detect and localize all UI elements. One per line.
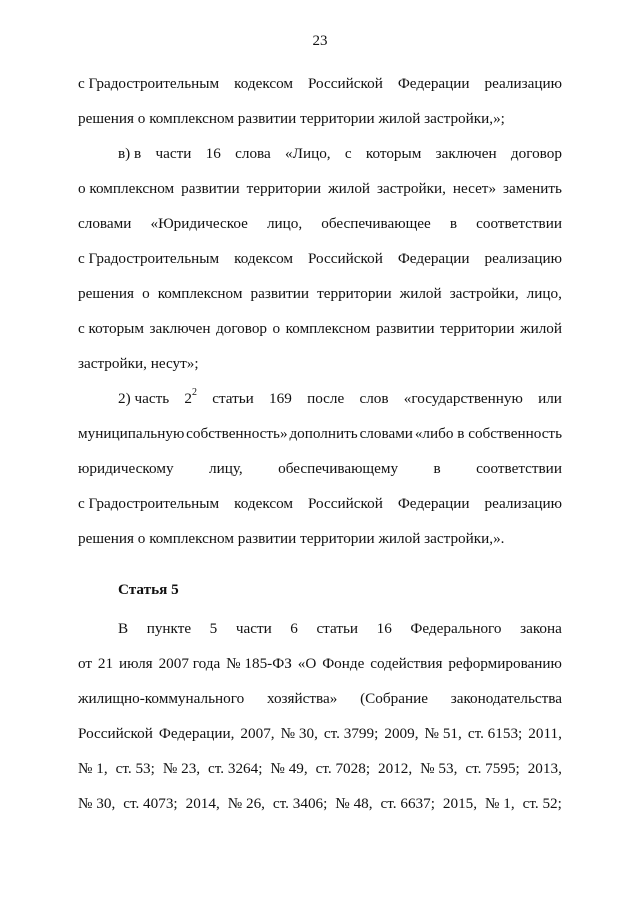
text-line [78, 451, 562, 486]
word: части [155, 145, 192, 162]
word: ст. 3799; [323, 725, 379, 742]
word: застройки, [377, 180, 446, 197]
word: слова [235, 145, 271, 162]
word: территории [246, 180, 322, 197]
word: 16 [205, 145, 221, 162]
word: № 185-ФЗ [226, 655, 292, 672]
word: или [538, 390, 562, 407]
word: № 51, [424, 725, 462, 742]
word: территории [317, 285, 392, 302]
word: застройки, [449, 285, 519, 302]
word: реализацию [484, 495, 562, 512]
word: кодексом [234, 495, 293, 512]
word: статьи [316, 620, 359, 637]
word: № 49, [270, 760, 308, 777]
word: № 23, [162, 760, 201, 777]
text-line [78, 206, 562, 241]
word: лицо, [526, 285, 562, 302]
word: после [307, 390, 345, 407]
text-line [78, 66, 562, 101]
word: статьи [212, 390, 254, 407]
word: Российской [307, 75, 383, 92]
text-line [78, 646, 562, 681]
word: договор [510, 145, 562, 162]
word: Российской [78, 725, 153, 742]
word: (Собрание [360, 690, 428, 707]
word: развитии [181, 180, 240, 197]
article-heading: Статья 5 [118, 581, 179, 598]
word: решения [78, 285, 135, 302]
word: комплексном [285, 320, 371, 337]
word: «Юридическое [150, 215, 248, 232]
word: словами [359, 425, 413, 442]
text-line [78, 171, 562, 206]
word: с Градостроительным [78, 495, 220, 512]
word: жилой [520, 320, 562, 337]
word: «либо в собственность [414, 425, 562, 442]
word: заключен [435, 145, 497, 162]
word: соответствии [476, 215, 562, 232]
word: 2015, [442, 795, 478, 812]
word: В [118, 620, 129, 637]
word: с Градостроительным [78, 75, 220, 92]
text-line: решения о комплексном развитии территории жилой застройки,»; [78, 110, 505, 127]
word: 2011, [528, 725, 562, 742]
word: Федерации [397, 495, 470, 512]
word: соответствии [476, 460, 562, 477]
word: 21 [97, 655, 114, 672]
word: развитии [250, 285, 310, 302]
word: ст. 4073; [123, 795, 178, 812]
word: 169 [269, 390, 292, 407]
word: 2014, [185, 795, 220, 812]
word: ст. 7595; [465, 760, 520, 777]
word: законодательства [450, 690, 562, 707]
word: части [235, 620, 272, 637]
text-line [78, 136, 562, 171]
word: № 30, [280, 725, 318, 742]
word: 2013, [527, 760, 562, 777]
word: содействия [370, 655, 443, 672]
word: № 1, [78, 760, 108, 777]
word: лицу, [208, 460, 243, 477]
word: ст. 3264; [208, 760, 263, 777]
word: «государственную [403, 390, 523, 407]
word: обеспечивающее [321, 215, 431, 232]
word: Федерации, [158, 725, 235, 742]
word: договор [216, 320, 268, 337]
text-line: решения о комплексном развитии территории жилой застройки,». [78, 530, 505, 547]
word: слов [359, 390, 389, 407]
text-line [78, 276, 562, 311]
text-line [78, 786, 562, 821]
word: ст. 6153; [467, 725, 523, 742]
text-line [78, 611, 562, 646]
word: кодексом [234, 250, 293, 267]
word: Федерации [397, 75, 470, 92]
word: закона [520, 620, 562, 637]
word: 2012, [378, 760, 413, 777]
word: ст. 53; [115, 760, 155, 777]
word: реализацию [484, 250, 562, 267]
word: с которым [78, 320, 144, 337]
word: от [78, 655, 93, 672]
word: жилищно-коммунального [78, 690, 245, 707]
word: комплексном [157, 285, 243, 302]
word: 2007 года [158, 655, 221, 672]
word: о [272, 320, 281, 337]
word: июля [119, 655, 153, 672]
text-line [78, 681, 562, 716]
word: «О [297, 655, 317, 672]
word: ст. 3406; [272, 795, 328, 812]
word: 5 [209, 620, 218, 637]
word: о [142, 285, 150, 302]
word: о комплексном [78, 180, 175, 197]
text-line [78, 486, 562, 521]
paragraph-gap [78, 556, 562, 572]
word: лицо, [266, 215, 303, 232]
word: ст. 6637; [380, 795, 435, 812]
word: жилой [328, 180, 371, 197]
word: 6 [290, 620, 298, 637]
word: № 30, [78, 795, 116, 812]
text-line [78, 311, 562, 346]
word: № 26, [227, 795, 265, 812]
word: с Градостроительным [78, 250, 220, 267]
word: словами [78, 215, 132, 232]
word: 2007, [240, 725, 275, 742]
word: ст. 52; [522, 795, 562, 812]
word: ст. 7028; [315, 760, 371, 777]
word: в [449, 215, 458, 232]
word: заменить [503, 180, 562, 197]
word: Федерального [410, 620, 502, 637]
word: которым [365, 145, 422, 162]
word: Федерации [397, 250, 470, 267]
text-line [78, 241, 562, 276]
word: жилой [399, 285, 442, 302]
word: реформированию [448, 655, 562, 672]
page-number: 23 [312, 33, 328, 49]
word: с [344, 145, 352, 162]
word: собственность» [186, 425, 288, 442]
word: 2009, [384, 725, 419, 742]
word: 16 [376, 620, 392, 637]
word: муниципальную [78, 425, 185, 442]
word: юридическому [78, 460, 174, 477]
word: дополнить [289, 425, 358, 442]
word: обеспечивающему [278, 460, 399, 477]
word: в) в [118, 145, 142, 162]
word: № 48, [335, 795, 373, 812]
word: $2^2$ [184, 386, 197, 407]
word: заключен [149, 320, 211, 337]
word: Российской [307, 495, 383, 512]
word: в [433, 460, 441, 477]
text-line [78, 381, 562, 416]
word: хозяйства» [266, 690, 338, 707]
word: 2) часть [118, 390, 170, 407]
text-line [78, 751, 562, 786]
text-line [78, 716, 562, 751]
word: Российской [307, 250, 383, 267]
word: реализацию [484, 75, 562, 92]
word: № 1, [485, 795, 515, 812]
word: развитии [375, 320, 435, 337]
document-body [78, 66, 562, 821]
word: несет» [452, 180, 497, 197]
word: территории [439, 320, 515, 337]
word: № 53, [420, 760, 458, 777]
word: пункте [146, 620, 192, 637]
text-line [78, 416, 562, 451]
word: Фонде [322, 655, 365, 672]
text-line: застройки, несут»; [78, 355, 199, 372]
word: кодексом [234, 75, 293, 92]
word: «Лицо, [285, 145, 331, 162]
